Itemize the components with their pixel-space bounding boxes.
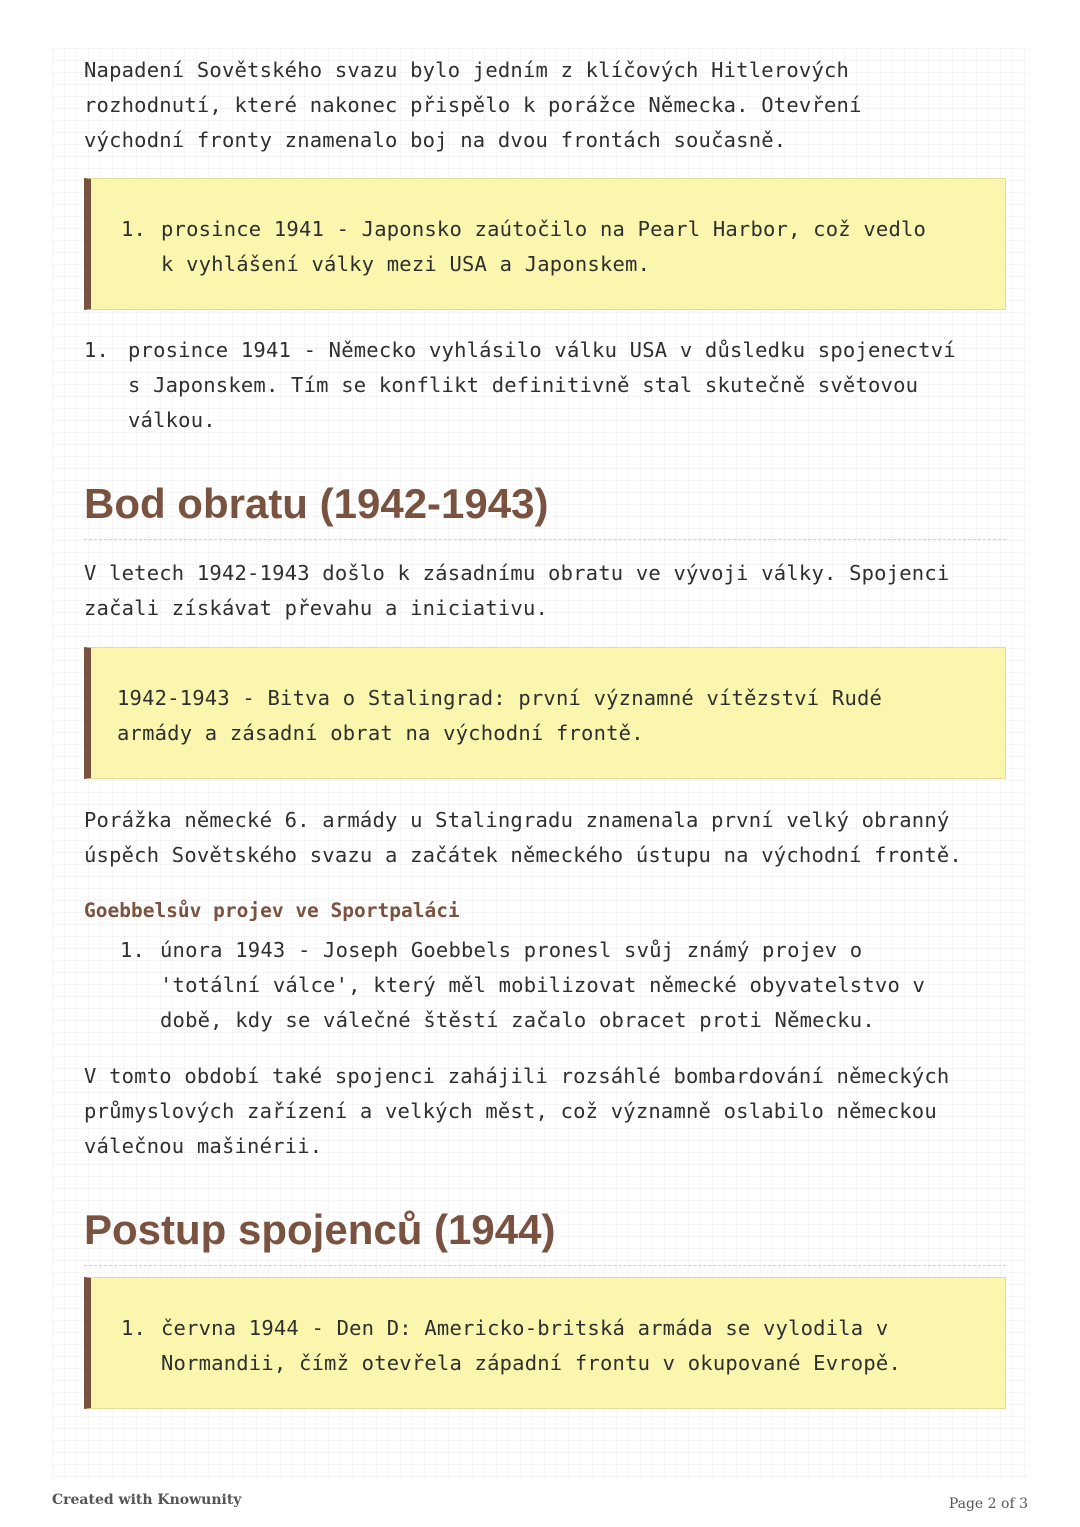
callout-pearl-harbor bbox=[84, 178, 1006, 310]
callout-d-day bbox=[84, 1277, 1006, 1409]
list-item bbox=[121, 1311, 981, 1381]
list-item bbox=[121, 212, 981, 282]
list-item-text: prosince 1941 - Japonsko zaútočilo na Pearl Harbor, což vedlo k vyhlášení války mezi USA a Japonskem. bbox=[161, 217, 927, 276]
list-number: 1. bbox=[121, 1316, 147, 1340]
list-number: 1. bbox=[84, 338, 110, 362]
list-number: 1. bbox=[120, 938, 146, 962]
list-item-text: prosince 1941 - Německo vyhlásilo válku USA v důsledku spojenectví s Japonskem. Tím se konflikt definitivně stal skutečně světovou válkou. bbox=[128, 338, 956, 432]
list-item bbox=[120, 933, 1006, 1038]
section-heading-turning-point: Bod obratu (1942-1943) bbox=[84, 479, 1006, 540]
stalingrad-result-paragraph: Porážka německé 6. armády u Stalingradu znamenala první velký obranný úspěch Sovětského svazu a začátek německého ústupu na východní frontě. bbox=[84, 808, 962, 867]
bombing-paragraph: V tomto období také spojenci zahájili rozsáhlé bombardování německých průmyslových zařízení a velkých měst, což významně oslabilo německou válečnou mašinérii. bbox=[84, 1064, 950, 1158]
subheading-goebbels: Goebbelsův projev ve Sportpaláci bbox=[84, 899, 460, 922]
turning-point-paragraph: V letech 1942-1943 došlo k zásadnímu obratu ve vývoji války. Spojenci začali získávat převahu a iniciativu. bbox=[84, 561, 950, 620]
list-goebbels bbox=[120, 933, 1006, 1038]
intro-paragraph: Napadení Sovětského svazu bylo jedním z klíčových Hitlerových rozhodnutí, které nakonec přispělo k porážce Německa. Otevření východní fronty znamenalo boj na dvou frontách současně. bbox=[84, 58, 862, 152]
list-germany-war bbox=[84, 333, 1006, 438]
list-number: 1. bbox=[121, 217, 147, 241]
list-item-text: června 1944 - Den D: Americko-britská armáda se vylodila v Normandii, čímž otevřela západní frontu v okupované Evropě. bbox=[161, 1316, 901, 1375]
footer-credit: Created with Knowunity bbox=[52, 1492, 242, 1508]
page-number: Page 2 of 3 bbox=[948, 1496, 1028, 1512]
section-heading-allied-advance: Postup spojenců (1944) bbox=[84, 1205, 1006, 1266]
callout-stalingrad bbox=[84, 647, 1006, 779]
document-page bbox=[52, 48, 1028, 1478]
list-item bbox=[84, 333, 1006, 438]
callout-text: 1942-1943 - Bitva o Stalingrad: první významné vítězství Rudé armády a zásadní obrat na východní frontě. bbox=[117, 686, 883, 745]
list-item-text: února 1943 - Joseph Goebbels pronesl svůj známý projev o 'totální válce', který měl mobilizovat německé obyvatelstvo v době, kdy se válečné štěstí začalo obracet proti Německu. bbox=[160, 938, 926, 1032]
